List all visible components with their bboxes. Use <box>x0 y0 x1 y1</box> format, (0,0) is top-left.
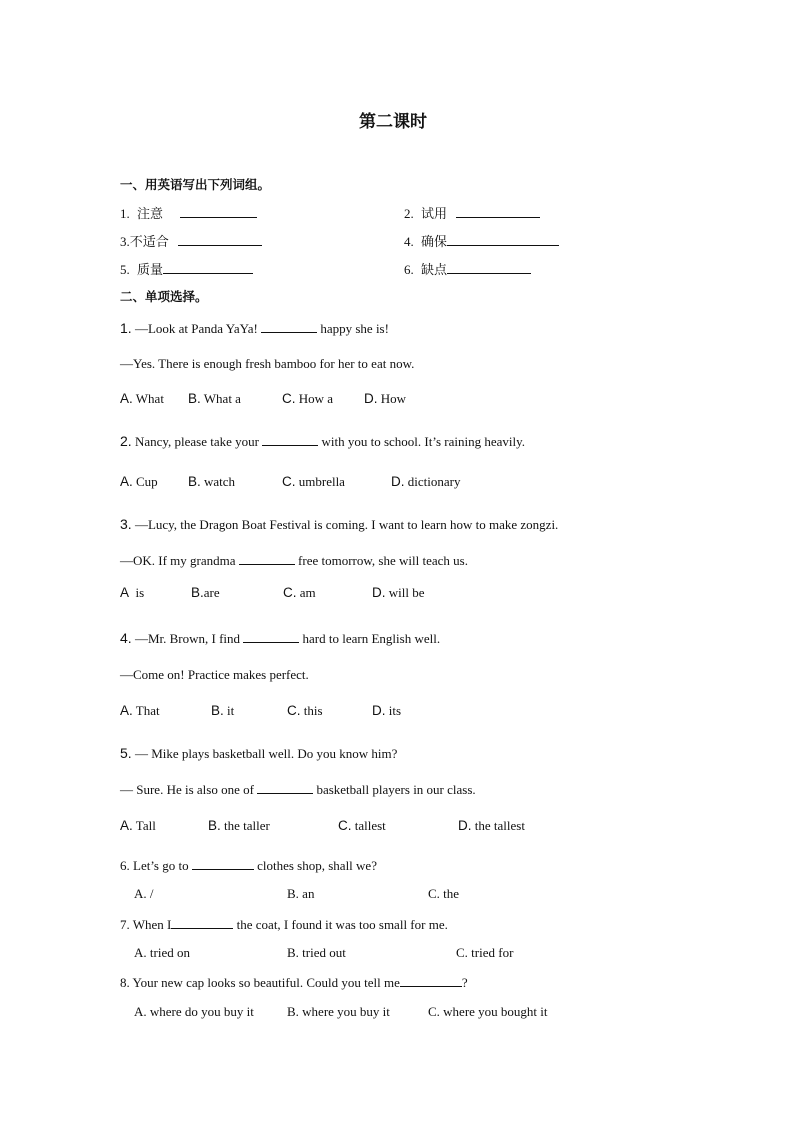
question-2-line-1 <box>120 433 525 450</box>
question-2-option-d[interactable] <box>391 474 460 490</box>
question-7-option-b[interactable]: B. tried out <box>287 945 346 960</box>
option-text: is <box>135 585 145 600</box>
question-1-line-1 <box>120 320 389 337</box>
option-text: am <box>299 585 316 600</box>
vocab-item-label: 缺点 <box>421 263 448 278</box>
answer-blank[interactable] <box>261 320 317 333</box>
option-text: How a <box>298 391 334 406</box>
question-4-option-c[interactable] <box>287 703 323 719</box>
option-text: will be <box>388 585 425 600</box>
question-3-line-2 <box>120 552 468 569</box>
vocab-item-label: 注意 <box>137 207 164 222</box>
question-text: —Lucy, the Dragon Boat Festival is coming. I want to learn how to make zongzi. <box>134 517 559 532</box>
question-3-option-b[interactable] <box>191 585 220 601</box>
answer-blank[interactable] <box>180 205 257 218</box>
option-letter: D. <box>372 585 386 600</box>
vocab-item-number: 5. <box>120 262 130 277</box>
question-number: 2. <box>120 433 132 449</box>
question-text: ? <box>461 975 468 990</box>
answer-blank[interactable] <box>257 781 313 794</box>
option-letter: A. <box>120 474 133 489</box>
option-letter: A. <box>120 703 133 718</box>
option-letter: B. <box>191 585 204 600</box>
question-number: 1. <box>120 320 132 336</box>
question-text: 7. When I <box>120 917 172 932</box>
question-3-line-1 <box>120 516 558 533</box>
option-text: Cup <box>136 474 158 489</box>
vocab-item-5 <box>120 259 253 278</box>
question-number: 5. <box>120 745 132 761</box>
vocab-item-2 <box>404 203 540 222</box>
option-text: Tall <box>135 818 156 833</box>
option-letter: B. <box>208 818 221 833</box>
option-letter: A. <box>120 391 133 406</box>
question-text: Nancy, please take your <box>134 434 259 449</box>
question-3-option-c[interactable] <box>283 585 316 601</box>
option-letter: B. <box>188 474 201 489</box>
option-letter: C. <box>338 818 352 833</box>
answer-blank[interactable] <box>447 261 531 274</box>
question-text: 6. Let’s go to <box>120 858 189 873</box>
answer-blank[interactable] <box>262 433 318 446</box>
question-2-option-b[interactable] <box>188 474 235 490</box>
option-letter: A <box>120 585 130 600</box>
question-text: with you to school. It’s raining heavily. <box>321 434 526 449</box>
question-8-option-a[interactable]: A. where do you buy it <box>134 1004 254 1019</box>
option-letter: D. <box>372 703 386 718</box>
question-6-line <box>120 857 377 874</box>
answer-blank[interactable] <box>447 233 559 246</box>
vocab-item-label: 试用 <box>421 207 448 222</box>
question-5-option-d[interactable] <box>458 818 525 834</box>
question-4-option-a[interactable] <box>120 703 160 719</box>
vocab-item-number: 6. <box>404 262 414 277</box>
answer-blank[interactable] <box>400 974 462 987</box>
question-text: — Sure. He is also one of <box>120 782 254 797</box>
question-8-option-c[interactable]: C. where you bought it <box>428 1004 548 1019</box>
vocab-item-label: 确保 <box>421 235 448 250</box>
question-1-option-c[interactable] <box>282 391 333 407</box>
question-text: the coat, I found it was too small for me. <box>236 917 448 932</box>
question-1-option-a[interactable] <box>120 391 164 407</box>
answer-blank[interactable] <box>239 552 295 565</box>
question-8-line <box>120 974 468 991</box>
question-2-option-c[interactable] <box>282 474 345 490</box>
question-text: happy she is! <box>320 321 389 336</box>
question-5-option-c[interactable] <box>338 818 386 834</box>
option-letter: C. <box>287 703 301 718</box>
answer-blank[interactable] <box>178 233 262 246</box>
option-letter: D. <box>364 391 378 406</box>
option-letter: B. <box>188 391 201 406</box>
option-letter: A. <box>120 818 133 833</box>
question-text: free tomorrow, she will teach us. <box>298 553 468 568</box>
option-text: How <box>380 391 407 406</box>
option-text: What a <box>203 391 241 406</box>
option-letter: D. <box>391 474 405 489</box>
option-text: That <box>135 703 160 718</box>
question-4-line-1 <box>120 630 440 647</box>
vocab-item-1 <box>120 203 257 222</box>
question-6-option-a[interactable]: A. / <box>134 886 154 901</box>
vocab-item-number: 2. <box>404 206 414 221</box>
question-4-option-d[interactable] <box>372 703 401 719</box>
answer-blank[interactable] <box>243 630 299 643</box>
question-text: basketball players in our class. <box>316 782 476 797</box>
question-1-option-b[interactable] <box>188 391 241 407</box>
question-text: clothes shop, shall we? <box>257 858 377 873</box>
question-7-line <box>120 916 448 933</box>
question-text: —OK. If my grandma <box>120 553 236 568</box>
vocab-item-number: 1. <box>120 206 130 221</box>
vocab-item-number: 4. <box>404 234 414 249</box>
question-3-option-a[interactable] <box>120 585 144 601</box>
option-text: are <box>203 585 220 600</box>
question-5-line-2 <box>120 781 476 798</box>
option-letter: C. <box>282 391 296 406</box>
question-4-line-2: —Come on! Practice makes perfect. <box>120 667 309 682</box>
question-text: —Look at Panda YaYa! <box>134 321 258 336</box>
option-text: the tallest <box>474 818 525 833</box>
question-5-option-a[interactable] <box>120 818 156 834</box>
question-4-option-b[interactable] <box>211 703 234 719</box>
option-text: umbrella <box>298 474 345 489</box>
option-text: dictionary <box>407 474 461 489</box>
option-letter: B. <box>211 703 224 718</box>
question-text: — Mike plays basketball well. Do you know him? <box>134 746 398 761</box>
option-text: tallest <box>354 818 386 833</box>
question-5-option-b[interactable] <box>208 818 270 834</box>
option-letter: C. <box>283 585 297 600</box>
answer-blank[interactable] <box>171 916 233 929</box>
answer-blank[interactable] <box>192 857 254 870</box>
vocab-item-label: 质量 <box>137 263 164 278</box>
vocab-item-number: 3. <box>120 234 130 249</box>
question-number: 4. <box>120 630 132 646</box>
option-text: this <box>303 703 323 718</box>
option-text: watch <box>204 474 236 489</box>
question-text: —Mr. Brown, I find <box>134 631 241 646</box>
section2-heading: 二、单项选择。 <box>120 289 208 304</box>
option-letter: D. <box>458 818 472 833</box>
vocab-item-3 <box>120 231 262 250</box>
option-text: What <box>135 391 164 406</box>
page-title: 第二课时 <box>359 112 427 132</box>
question-1-option-d[interactable] <box>364 391 406 407</box>
vocab-item-6 <box>404 259 531 278</box>
option-text: the taller <box>224 818 270 833</box>
vocab-item-label: 不适合 <box>129 235 169 250</box>
answer-blank[interactable] <box>163 261 253 274</box>
question-6-option-b[interactable]: B. an <box>287 886 315 901</box>
question-5-line-1 <box>120 745 397 762</box>
question-6-option-c[interactable]: C. the <box>428 886 460 901</box>
section1-heading: 一、用英语写出下列词组。 <box>120 177 271 192</box>
option-text: it <box>227 703 235 718</box>
option-letter: C. <box>282 474 296 489</box>
question-1-line-2: —Yes. There is enough fresh bamboo for her to eat now. <box>120 356 415 371</box>
vocab-item-4 <box>404 231 559 250</box>
question-2-option-a[interactable] <box>120 474 158 490</box>
question-text: hard to learn English well. <box>302 631 441 646</box>
question-8-option-b[interactable]: B. where you buy it <box>287 1004 390 1019</box>
answer-blank[interactable] <box>456 205 540 218</box>
question-3-option-d[interactable] <box>372 585 425 601</box>
question-7-option-c[interactable]: C. tried for <box>456 945 514 960</box>
question-7-option-a[interactable]: A. tried on <box>134 945 190 960</box>
option-text: its <box>388 703 402 718</box>
question-text: 8. Your new cap looks so beautiful. Could you tell me <box>120 975 400 990</box>
question-number: 3. <box>120 516 132 532</box>
